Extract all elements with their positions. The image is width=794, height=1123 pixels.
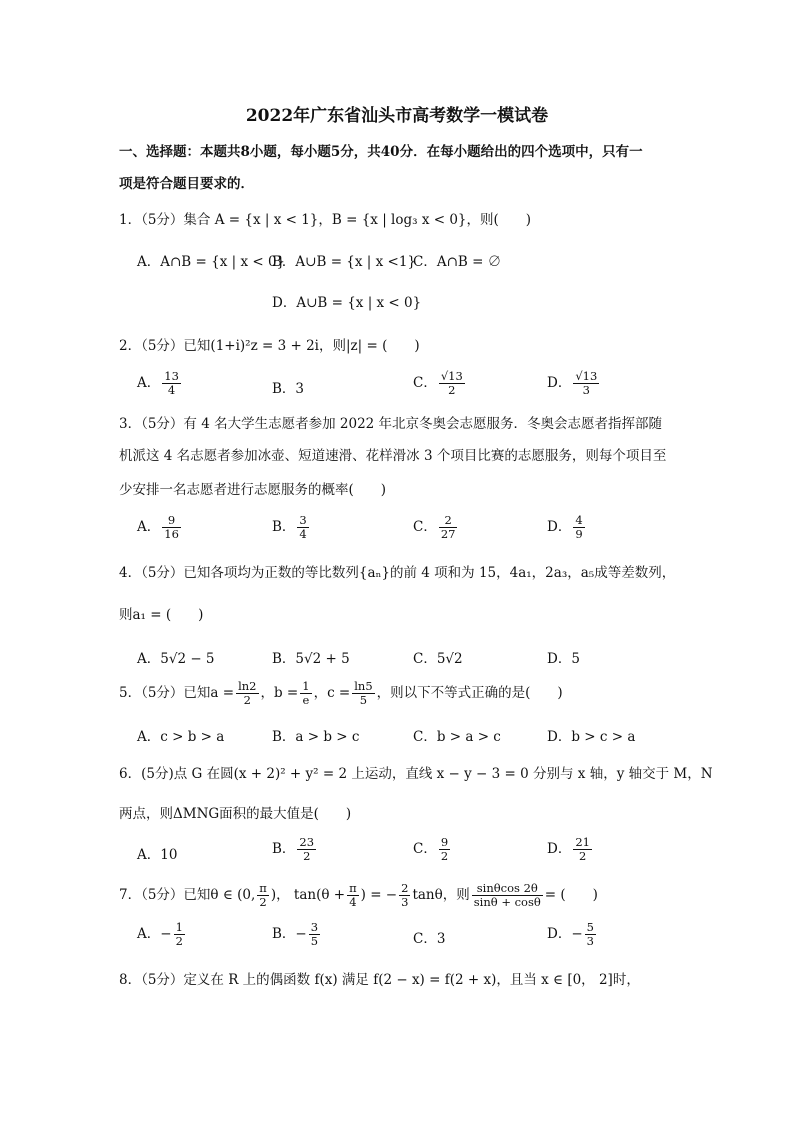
q2-option-b: B．3	[272, 381, 305, 397]
q8-line1: 8．（5分）定义在 R 上的偶函数 f(x) 满足 f(2 − x) = f(2 + x)，且当 x ∈ [0， 2]时，	[119, 972, 640, 988]
q2-stem: 2．（5分）已知(1+i)²z = 3 + 2i，则|z| = ( )	[119, 338, 420, 354]
section-heading-line2: 项是符合题目要求的．	[119, 176, 254, 192]
q7-option-a-label: A．−	[137, 926, 172, 942]
q1-option-c: C．A∩B = ∅	[413, 254, 502, 270]
q3-option-b-label: B．	[272, 519, 296, 535]
q3-option-a-fraction: $\frac{9}{16}$	[164, 513, 179, 541]
q5-option-c: C．b > a > c	[413, 729, 501, 745]
q1-option-b: B．A∪B = {x | x <1}	[272, 254, 417, 270]
q2-option-c	[413, 370, 467, 397]
q6-line1: 6．(5分)点 G 在圆(x + 2)² + y² = 2 上运动，直线 x − y − 3 = 0 分别与 x 轴，y 轴交于 M，N	[119, 766, 713, 782]
q3-line3: 少安排一名志愿者进行志愿服务的概率( )	[119, 482, 387, 498]
q3-option-a-label: A．	[137, 519, 161, 535]
q3-option-b	[272, 514, 311, 541]
q1-stem: 1．（5分）集合 A = {x | x < 1}，B = {x | log₃ x < 0}，则( )	[119, 212, 532, 228]
q7-stem: 7．（5分）已知θ ∈ (0, $\frac{\pi}{2}$ )， tan(θ + $\frac{\pi}{4}$ ) = − $\frac{2}{3}$ tanθ，则 $\frac{\sin\theta\cos 2\theta}{\sin\theta + \cos\theta}$ = ( )	[119, 881, 598, 909]
q2-option-d-label: D．	[547, 375, 572, 391]
q7-option-d-label: D．−	[547, 926, 583, 942]
q5-option-a: A．c > b > a	[137, 729, 225, 745]
q7-pi-half: $\frac{\pi}{2}$	[259, 881, 267, 909]
q3-line1: 3．（5分）有 4 名大学生志愿者参加 2022 年北京冬奥会志愿服务．冬奥会志愿者指挥部随	[119, 416, 663, 432]
q3-option-a	[137, 514, 183, 541]
q6-option-b-label: B．	[272, 841, 296, 857]
q3-option-b-fraction: $\frac{3}{4}$	[299, 513, 307, 541]
q6-option-c-label: C．	[413, 841, 437, 857]
q6-option-c-fraction: $\frac{9}{2}$	[440, 835, 449, 863]
q1-option-d: D．A∪B = {x | x < 0}	[272, 295, 422, 311]
q7-option-d	[547, 921, 598, 948]
q7-option-c: C．3	[413, 931, 446, 947]
q6-option-a: A．10	[137, 847, 178, 863]
q7-option-b	[272, 921, 322, 948]
q4-line1: 4．（5分）已知各项均为正数的等比数列{aₙ}的前 4 项和为 15，4a₁，2a₃，a₅成等差数列，	[119, 565, 676, 581]
q6-option-b	[272, 836, 318, 863]
q3-option-d-fraction: $\frac{4}{9}$	[575, 513, 583, 541]
q2-option-a-fraction: $\frac{13}{4}$	[164, 369, 179, 397]
q7-two-thirds: $\frac{2}{3}$	[401, 881, 409, 909]
q3-option-c	[413, 514, 459, 541]
q7-option-a-fraction: $\frac{1}{2}$	[175, 920, 183, 948]
q6-option-b-fraction: $\frac{23}{2}$	[299, 835, 315, 863]
q6-option-d-label: D．	[547, 841, 572, 857]
q7-option-b-fraction: $\frac{3}{5}$	[310, 920, 319, 948]
q4-option-b: B．5√2 + 5	[272, 651, 350, 667]
q2-option-c-label: C．	[413, 375, 437, 391]
q3-option-d-label: D．	[547, 519, 572, 535]
q5-option-b: B．a > b > c	[272, 729, 360, 745]
q2-option-d-fraction: $\frac{√13}{3}$	[575, 369, 598, 397]
q5-option-d: D．b > c > a	[547, 729, 636, 745]
q5-c-fraction: $\frac{\ln 5}{5}$	[354, 679, 373, 707]
q6-option-d	[547, 836, 594, 863]
q6-option-c	[413, 836, 452, 863]
q5-stem: 5．（5分）已知a = $\frac{\ln 2}{2}$ ，b = $\frac{1}{e}$ ，c = $\frac{\ln 5}{5}$ ，则以下不等式正确的是( )	[119, 679, 563, 707]
q4-option-a: A．5√2 − 5	[137, 651, 215, 667]
q7-option-b-label: B．−	[272, 926, 307, 942]
page-title: 2022年广东省汕头市高考数学一模试卷	[245, 106, 549, 126]
q2-option-d	[547, 370, 601, 397]
q5-b-fraction: $\frac{1}{e}$	[302, 679, 310, 707]
section-heading-line1: 一、选择题：本题共8小题，每小题5分，共40分．在每小题给出的四个选项中，只有一	[119, 144, 643, 160]
q7-option-a	[137, 921, 187, 948]
q2-option-a	[137, 370, 183, 397]
q3-option-c-label: C．	[413, 519, 437, 535]
q7-option-d-fraction: $\frac{5}{3}$	[586, 920, 594, 948]
q1-option-a: A．A∩B = {x | x < 0}	[137, 254, 286, 270]
q2-option-c-fraction: $\frac{√13}{2}$	[440, 369, 463, 397]
q4-option-d: D．5	[547, 651, 580, 667]
q7-pi-quarter: $\frac{\pi}{4}$	[349, 881, 357, 909]
q4-line2: 则a₁ = ( )	[119, 607, 204, 623]
q3-line2: 机派这 4 名志愿者参加冰壶、短道速滑、花样滑冰 3 个项目比赛的志愿服务，则每个项目至	[119, 448, 667, 464]
q4-option-c: C．5√2	[413, 651, 463, 667]
q7-target-fraction: $\frac{\sin\theta\cos 2\theta}{\sin\theta + \cos\theta}$	[473, 881, 541, 909]
q3-option-c-fraction: $\frac{2}{27}$	[440, 513, 456, 541]
q5-a-fraction: $\frac{\ln 2}{2}$	[238, 679, 257, 707]
q2-option-a-label: A．	[137, 375, 161, 391]
q6-option-d-fraction: $\frac{21}{2}$	[575, 835, 590, 863]
q6-line2: 两点，则ΔMNG面积的最大值是( )	[119, 806, 352, 822]
q3-option-d	[547, 514, 587, 541]
